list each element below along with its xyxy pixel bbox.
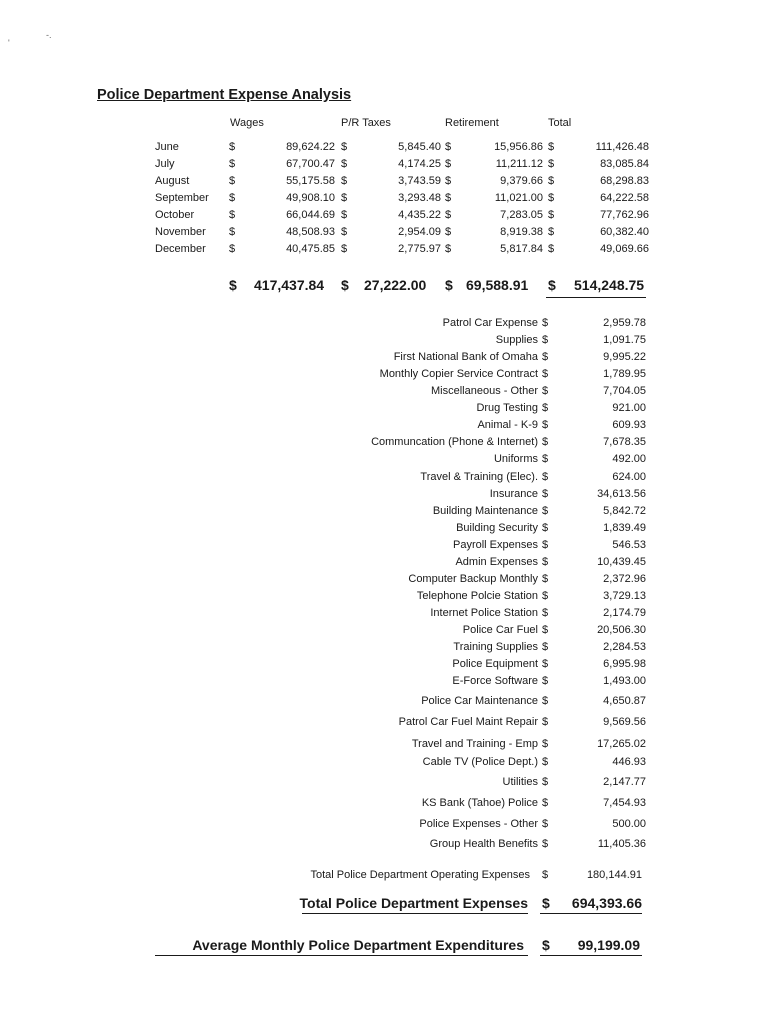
retirement-value: 7,283.05 — [500, 209, 543, 221]
expense-row — [0, 453, 768, 469]
currency-sign: $ — [341, 158, 348, 170]
expense-row — [0, 818, 768, 834]
currency-sign: $ — [548, 277, 556, 293]
expense-row — [0, 385, 768, 401]
wage-totals-row — [0, 277, 768, 299]
currency-sign: $ — [542, 402, 549, 414]
expense-row — [0, 624, 768, 640]
currency-sign: $ — [229, 277, 237, 293]
month-row — [155, 175, 655, 192]
column-header-retirement: Retirement — [445, 117, 499, 129]
expense-row — [0, 471, 768, 487]
expense-label: Payroll Expenses — [453, 539, 538, 551]
expense-value: 5,842.72 — [603, 505, 646, 517]
expense-value: 546.53 — [612, 539, 646, 551]
expense-value: 609.93 — [612, 419, 646, 431]
retirement-value: 5,817.84 — [500, 243, 543, 255]
expense-value: 2,372.96 — [603, 573, 646, 585]
currency-sign: $ — [542, 797, 549, 809]
average-value: 99,199.09 — [577, 937, 640, 953]
month-row — [155, 158, 655, 175]
expense-row — [0, 505, 768, 521]
expense-label: First National Bank of Omaha — [393, 351, 538, 363]
month-row — [155, 243, 655, 260]
expense-label: Police Car Maintenance — [421, 695, 538, 707]
expense-row — [0, 317, 768, 333]
expense-label: Uniforms — [493, 453, 538, 465]
currency-sign: $ — [445, 226, 452, 238]
total-value: 111,426.48 — [595, 141, 649, 153]
currency-sign: $ — [548, 243, 555, 255]
pr-taxes-value: 3,743.59 — [398, 175, 441, 187]
currency-sign: $ — [229, 158, 236, 170]
expense-row — [0, 351, 768, 367]
month-name: September — [155, 192, 209, 204]
expense-label: Training Supplies — [453, 641, 538, 653]
currency-sign: $ — [341, 175, 348, 187]
totals-underline — [546, 297, 646, 298]
currency-sign: $ — [542, 776, 549, 788]
expense-label: Communcation (Phone & Internet) — [371, 436, 538, 448]
expense-label: Supplies — [495, 334, 538, 346]
currency-sign: $ — [542, 436, 549, 448]
wages-value: 67,700.47 — [286, 158, 335, 170]
currency-sign: $ — [542, 818, 549, 830]
expense-row — [0, 522, 768, 538]
expense-row — [0, 436, 768, 452]
operating-total-value: 180,144.91 — [586, 869, 642, 881]
expense-row — [0, 776, 768, 792]
currency-sign: $ — [445, 192, 452, 204]
wages-value: 55,175.58 — [286, 175, 335, 187]
expense-label: Insurance — [489, 488, 538, 500]
currency-sign: $ — [229, 243, 236, 255]
currency-sign: $ — [229, 175, 236, 187]
month-row — [155, 141, 655, 158]
expense-value: 11,405.36 — [597, 838, 646, 850]
currency-sign: $ — [542, 738, 549, 750]
total-value: 68,298.83 — [600, 175, 649, 187]
expense-row — [0, 658, 768, 674]
expense-row — [0, 402, 768, 418]
expense-row — [0, 539, 768, 555]
expense-label: Patrol Car Fuel Maint Repair — [398, 716, 538, 728]
total-wages-grand: 514,248.75 — [574, 277, 645, 293]
expense-value: 1,839.49 — [603, 522, 646, 534]
currency-sign: $ — [445, 175, 452, 187]
expense-value: 7,704.05 — [603, 385, 646, 397]
currency-sign: $ — [542, 471, 549, 483]
total-value: 83,085.84 — [600, 158, 649, 170]
expense-label: Police Car Fuel — [462, 624, 538, 636]
expense-value: 34,613.56 — [597, 488, 646, 500]
currency-sign: $ — [542, 539, 549, 551]
expense-row — [0, 590, 768, 606]
expense-label: Police Expenses - Other — [419, 818, 538, 830]
pr-taxes-value: 5,845.40 — [398, 141, 441, 153]
currency-sign: $ — [341, 226, 348, 238]
total-value: 77,762.96 — [600, 209, 649, 221]
currency-sign: $ — [542, 624, 549, 636]
total-value: 49,069.66 — [600, 243, 649, 255]
column-header-wages: Wages — [230, 117, 264, 129]
currency-sign: $ — [542, 695, 549, 707]
expense-value: 20,506.30 — [597, 624, 646, 636]
grand-total-label: Total Police Department Expenses — [299, 895, 528, 911]
pr-taxes-value: 3,293.48 — [398, 192, 441, 204]
expense-value: 2,174.79 — [603, 607, 646, 619]
currency-sign: $ — [445, 158, 452, 170]
total-retirement: 69,588.91 — [466, 277, 529, 293]
expense-value: 1,493.00 — [603, 675, 646, 687]
currency-sign: $ — [542, 419, 549, 431]
grand-total-label-underline — [302, 913, 528, 914]
expense-label: Internet Police Station — [430, 607, 538, 619]
expense-label: Monthly Copier Service Contract — [379, 368, 538, 380]
currency-sign: $ — [542, 607, 549, 619]
grand-total-value-underline — [540, 913, 642, 914]
total-value: 60,382.40 — [600, 226, 649, 238]
currency-sign: $ — [542, 488, 549, 500]
expense-value: 6,995.98 — [603, 658, 646, 670]
currency-sign: $ — [542, 838, 549, 850]
expense-row — [0, 368, 768, 384]
wages-value: 48,508.93 — [286, 226, 335, 238]
expense-row — [0, 573, 768, 589]
expense-value: 2,959.78 — [603, 317, 646, 329]
currency-sign: $ — [542, 869, 549, 881]
total-wages: 417,437.84 — [254, 277, 325, 293]
currency-sign: $ — [445, 209, 452, 221]
expense-row — [0, 488, 768, 504]
expense-label: Admin Expenses — [455, 556, 538, 568]
currency-sign: $ — [542, 658, 549, 670]
expense-value: 2,284.53 — [603, 641, 646, 653]
currency-sign: $ — [542, 317, 549, 329]
expense-label: Travel & Training (Elec). — [420, 471, 538, 483]
expense-row — [0, 675, 768, 691]
month-name: July — [155, 158, 175, 170]
currency-sign: $ — [542, 641, 549, 653]
month-row — [155, 192, 655, 209]
currency-sign: $ — [542, 756, 549, 768]
currency-sign: $ — [542, 351, 549, 363]
expense-value: 1,789.95 — [603, 368, 646, 380]
expense-label: Drug Testing — [476, 402, 538, 414]
expense-value: 921.00 — [612, 402, 646, 414]
pr-taxes-value: 4,174.25 — [398, 158, 441, 170]
pr-taxes-value: 2,775.97 — [398, 243, 441, 255]
operating-total-label: Total Police Department Operating Expenses — [310, 869, 530, 881]
month-name: November — [155, 226, 206, 238]
currency-sign: $ — [229, 226, 236, 238]
currency-sign: $ — [548, 175, 555, 187]
currency-sign: $ — [341, 243, 348, 255]
total-pr-taxes: 27,222.00 — [364, 277, 427, 293]
expense-row — [0, 716, 768, 732]
expense-label: Animal - K-9 — [477, 419, 538, 431]
grand-total-value: 694,393.66 — [571, 895, 642, 911]
expense-label: Utilities — [502, 776, 538, 788]
retirement-value: 15,956.86 — [494, 141, 543, 153]
expense-row — [0, 738, 768, 754]
currency-sign: $ — [341, 141, 348, 153]
currency-sign: $ — [542, 716, 549, 728]
column-header-pr-taxes: P/R Taxes — [341, 117, 391, 129]
expense-label: Travel and Training - Emp — [411, 738, 538, 750]
month-name: December — [155, 243, 206, 255]
currency-sign: $ — [548, 141, 555, 153]
currency-sign: $ — [445, 277, 453, 293]
currency-sign: $ — [542, 522, 549, 534]
total-value: 64,222.58 — [600, 192, 649, 204]
expense-label: Cable TV (Police Dept.) — [422, 756, 538, 768]
average-label-underline — [155, 955, 528, 956]
expense-value: 446.93 — [612, 756, 646, 768]
expense-value: 3,729.13 — [603, 590, 646, 602]
expense-value: 624.00 — [612, 471, 646, 483]
retirement-value: 11,211.12 — [495, 158, 543, 170]
currency-sign: $ — [542, 573, 549, 585]
month-name: June — [155, 141, 179, 153]
month-row — [155, 209, 655, 226]
currency-sign: $ — [445, 141, 452, 153]
expense-value: 10,439.45 — [597, 556, 646, 568]
month-row — [155, 226, 655, 243]
expense-value: 500.00 — [612, 818, 646, 830]
expense-label: Building Security — [456, 522, 538, 534]
wages-value: 49,908.10 — [286, 192, 335, 204]
wages-value: 89,624.22 — [286, 141, 335, 153]
pr-taxes-value: 4,435.22 — [398, 209, 441, 221]
expense-value: 492.00 — [612, 453, 646, 465]
expense-row — [0, 556, 768, 572]
expense-label: Police Equipment — [452, 658, 538, 670]
currency-sign: $ — [542, 385, 549, 397]
currency-sign: $ — [542, 556, 549, 568]
expense-label: Computer Backup Monthly — [408, 573, 538, 585]
currency-sign: $ — [542, 895, 550, 911]
monthly-wage-table — [155, 141, 655, 260]
expense-label: E-Force Software — [452, 675, 538, 687]
expense-row — [0, 797, 768, 813]
expense-value: 1,091.75 — [603, 334, 646, 346]
currency-sign: $ — [341, 209, 348, 221]
currency-sign: $ — [229, 192, 236, 204]
expense-value: 2,147.77 — [603, 776, 646, 788]
expense-value: 7,678.35 — [603, 436, 646, 448]
retirement-value: 11,021.00 — [494, 192, 543, 204]
expense-label: Patrol Car Expense — [442, 317, 538, 329]
currency-sign: $ — [542, 937, 550, 953]
currency-sign: $ — [341, 192, 348, 204]
currency-sign: $ — [548, 158, 555, 170]
month-name: October — [155, 209, 195, 221]
currency-sign: $ — [542, 453, 549, 465]
column-header-total: Total — [548, 117, 572, 129]
wages-value: 66,044.69 — [286, 209, 335, 221]
expense-label: Group Health Benefits — [429, 838, 538, 850]
retirement-value: 8,919.38 — [500, 226, 543, 238]
expense-row — [0, 641, 768, 657]
expense-label: Telephone Polcie Station — [416, 590, 538, 602]
expense-row — [0, 607, 768, 623]
expense-value: 7,454.93 — [603, 797, 646, 809]
expense-value: 17,265.02 — [597, 738, 646, 750]
average-label: Average Monthly Police Department Expenditures — [192, 937, 524, 953]
currency-sign: $ — [548, 209, 555, 221]
currency-sign: $ — [542, 505, 549, 517]
page-title: Police Department Expense Analysis — [97, 87, 352, 103]
pr-taxes-value: 2,954.09 — [398, 226, 441, 238]
scan-speck: -. — [46, 30, 52, 40]
currency-sign: $ — [542, 675, 549, 687]
expense-label: Building Maintenance — [432, 505, 538, 517]
currency-sign: $ — [445, 243, 452, 255]
expense-value: 4,650.87 — [603, 695, 646, 707]
currency-sign: $ — [229, 209, 236, 221]
currency-sign: $ — [548, 226, 555, 238]
currency-sign: $ — [542, 368, 549, 380]
expense-label: KS Bank (Tahoe) Police — [421, 797, 538, 809]
retirement-value: 9,379.66 — [500, 175, 543, 187]
currency-sign: $ — [542, 590, 549, 602]
wages-value: 40,475.85 — [286, 243, 335, 255]
expense-value: 9,995.22 — [603, 351, 646, 363]
expense-value: 9,569.56 — [603, 716, 646, 728]
currency-sign: $ — [548, 192, 555, 204]
expense-row — [0, 838, 768, 854]
currency-sign: $ — [341, 277, 349, 293]
currency-sign: $ — [229, 141, 236, 153]
expense-row — [0, 419, 768, 435]
scan-speck: ' — [8, 38, 10, 48]
currency-sign: $ — [542, 334, 549, 346]
expense-row — [0, 334, 768, 350]
expense-label: Miscellaneous - Other — [431, 385, 538, 397]
expense-row — [0, 695, 768, 711]
average-value-underline — [540, 955, 642, 956]
expense-row — [0, 756, 768, 772]
month-name: August — [155, 175, 190, 187]
